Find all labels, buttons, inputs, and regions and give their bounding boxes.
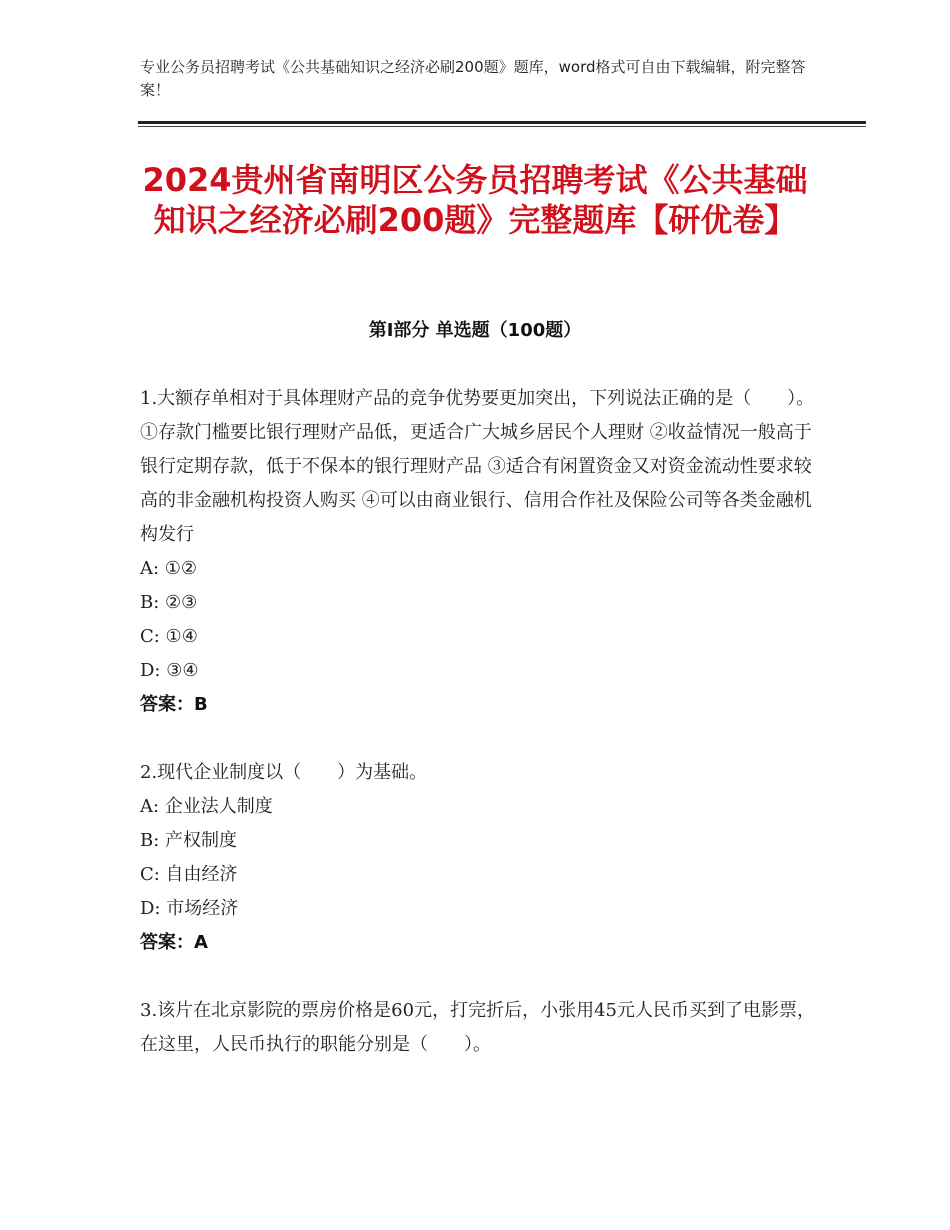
- option-a: A: 企业法人制度: [140, 796, 273, 817]
- option-a: A: ①②: [140, 558, 198, 579]
- option-b: B: 产权制度: [140, 830, 238, 851]
- option-c: C: 自由经济: [140, 864, 238, 885]
- header-rule-thick: [138, 121, 866, 124]
- question-list: [140, 382, 820, 1096]
- question-3: [140, 994, 820, 1062]
- option-b: B: ②③: [140, 592, 198, 613]
- document-title: 2024贵州省南明区公务员招聘考试《公共基础知识之经济必刷200题》完整题库【研优卷】: [142, 161, 808, 239]
- option-d: D: 市场经济: [140, 898, 239, 919]
- question-stem: 1.大额存单相对于具体理财产品的竞争优势要更加突出，下列说法正确的是（ ）。①存款门槛要比银行理财产品低，更适合广大城乡居民个人理财 ②收益情况一般高于银行定期存款，低于不保本的银行理财产品 ③适合有闲置资金又对资金流动性要求较高的非金融机构投资人购买 ④可以由商业银行、信用合作社及保险公司等各类金融机构发行: [140, 388, 815, 545]
- question-stem: 3.该片在北京影院的票房价格是60元，打完折后，小张用45元人民币买到了电影票，在这里，人民币执行的职能分别是（ ）。: [140, 1000, 815, 1055]
- section-title: 第I部分 单选题（100题）: [368, 320, 582, 341]
- question-1: [140, 382, 820, 722]
- header-note: 专业公务员招聘考试《公共基础知识之经济必刷200题》题库，word格式可自由下载编辑，附完整答案！: [140, 58, 806, 99]
- question-stem: 2.现代企业制度以（ ）为基础。: [140, 762, 428, 783]
- option-c: C: ①④: [140, 626, 198, 647]
- answer: 答案：B: [140, 694, 208, 715]
- question-2: [140, 756, 820, 960]
- header-rule-thin: [138, 126, 866, 127]
- answer: 答案：A: [140, 932, 208, 953]
- option-d: D: ③④: [140, 660, 199, 681]
